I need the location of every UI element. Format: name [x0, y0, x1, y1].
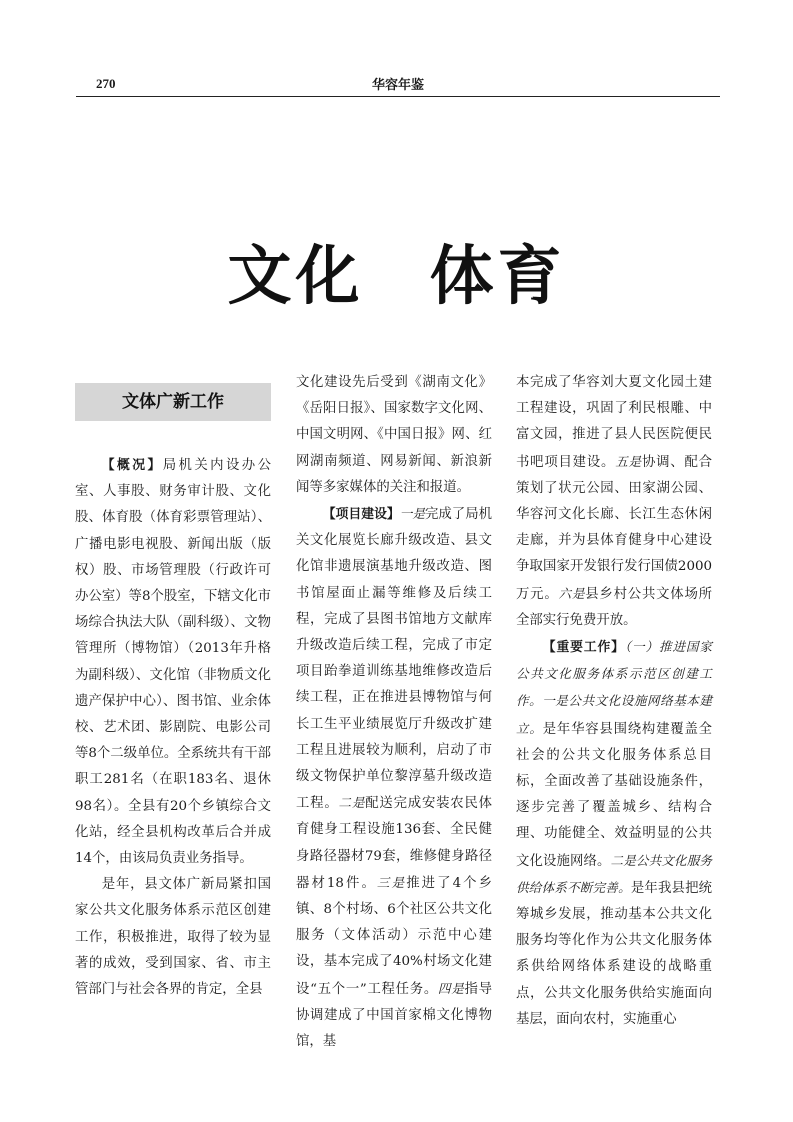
- paragraph-overview: [75, 453, 271, 872]
- paragraph-tag: 【概况】: [101, 458, 163, 473]
- emphasis-text: 四是: [437, 980, 465, 996]
- paragraph-text: 是年华容县围绕构建覆盖全社会的公共文化服务体系总目标，全面改善了基础设施条件，逐步完善了覆盖城乡、结构合理、功能健全、效益明显的公共文化设施网络。: [516, 721, 713, 869]
- emphasis-text: 二是公共文化服务供给体系不断完善。: [516, 852, 713, 895]
- paragraph-text: 文化建设先后受到《湖南文化》《岳阳日报》、国家数字文化网、中国文明网、《中国日报》网、红网湖南频道、网易新闻、新浪新闻等多家媒体的关注和报道。: [296, 375, 492, 495]
- running-header: [76, 74, 720, 97]
- paragraph-tag: 【重要工作】: [542, 640, 625, 656]
- paragraph: [516, 370, 712, 634]
- section-heading: 文体广新工作: [75, 383, 271, 421]
- text-column-1: [75, 383, 271, 1003]
- paragraph: [75, 872, 271, 1003]
- paragraph-text: 本完成了华容刘大夏文化园土建工程建设，巩固了利民根雕、中富文园，推进了县人民医院便民书吧项目建设。: [516, 375, 712, 470]
- paragraph-tag: 【项目建设】: [322, 507, 400, 523]
- paragraph-text: 指导协调建成了中国首家棉文化博物馆，基: [296, 981, 492, 1050]
- paragraph-text: 配送完成安装农民体育健身工程设施136套、全民健身路径器材79套，维修健身路径器材18件。: [296, 796, 493, 891]
- emphasis-text: 六是: [558, 585, 586, 601]
- paragraph-text: 推进了4个乡镇、8个村场、6个社区公共文化服务（文体活动）示范中心建设，基本完成了40%村场文化建设“五个一”工程任务。: [296, 875, 492, 997]
- paragraph-text: 是年我县把统筹城乡发展，推动基本公共文化服务均等化作为公共文化服务体系供给网络体系建设的战略重点，公共文化服务供给实施面向基层，面向农村，实施重心: [516, 880, 713, 1027]
- chapter-title-part2: 体育: [429, 240, 566, 314]
- paragraph: [296, 370, 492, 501]
- text-column-2: [296, 370, 492, 1055]
- text-column-3: [516, 370, 712, 1033]
- paragraph-text: 完成了局机关文化展览长廊升级改造、县文化馆非遗展演基地升级改造、图书馆屋面止漏等维修及后续工程，完成了县图书馆地方文献库升级改造后续工程，完成了市定项目跆拳道训练基地维修改造后续工程，正在推进县博物馆与何长工生平业绩展览厅升级改扩建工程且进展较为顺利，启动了市级文物保护单位黎淳墓升级改造工程。: [296, 507, 492, 812]
- page-number: 270: [96, 76, 116, 91]
- paragraph-text: 协调、配合策划了状元公园、田家湖公园、华容河文化长廊、长江生态休闲走廊，并为县体育健身中心建设争取国家开发银行发行国债2000万元。: [516, 454, 713, 602]
- paragraph-text: 是年，县文体广新局紧扣国家公共文化服务体系示范区创建工作，积极推进，取得了较为显著的成效，受到国家、省、市主管部门与社会各界的肯定，全县: [75, 877, 271, 998]
- emphasis-text: （一）推进国家公共文化服务体系示范区创建工作。一是公共文化设施网络基本建立。: [516, 639, 712, 736]
- emphasis-text: 三是: [376, 874, 407, 890]
- book-title: 华容年鉴: [371, 78, 424, 93]
- chapter-title: [0, 225, 793, 317]
- paragraph-text: 县乡村公共文体场所全部实行免费开放。: [516, 586, 713, 628]
- emphasis-text: 五是: [615, 453, 642, 469]
- paragraph-key-work: [516, 634, 712, 1033]
- emphasis-text: 一是: [399, 506, 425, 522]
- emphasis-text: 二是: [338, 795, 366, 811]
- chapter-title-part1: 文化: [227, 240, 364, 314]
- paragraph-text: 局机关内设办公室、人事股、财务审计股、文化股、体育股（体育彩票管理站）、广播电影电视股、新闻出版（版权）股、市场管理股（行政许可办公室）等8个股室，下辖文化市场综合执法大队（副科级）、文物管理所（博物馆）（2013年升格为副科级）、文化馆（非物质文化遗产保护中心）、图书馆、业余体校、艺术团、影剧院、电影公司等8个二级单位。全系统共有干部职工281名（在职183名、退休98名）。全县有20个乡镇综合文化站，经全县机构改革后合并成14个，由该局负责业务指导。: [75, 458, 272, 867]
- paragraph-projects: [296, 501, 492, 1055]
